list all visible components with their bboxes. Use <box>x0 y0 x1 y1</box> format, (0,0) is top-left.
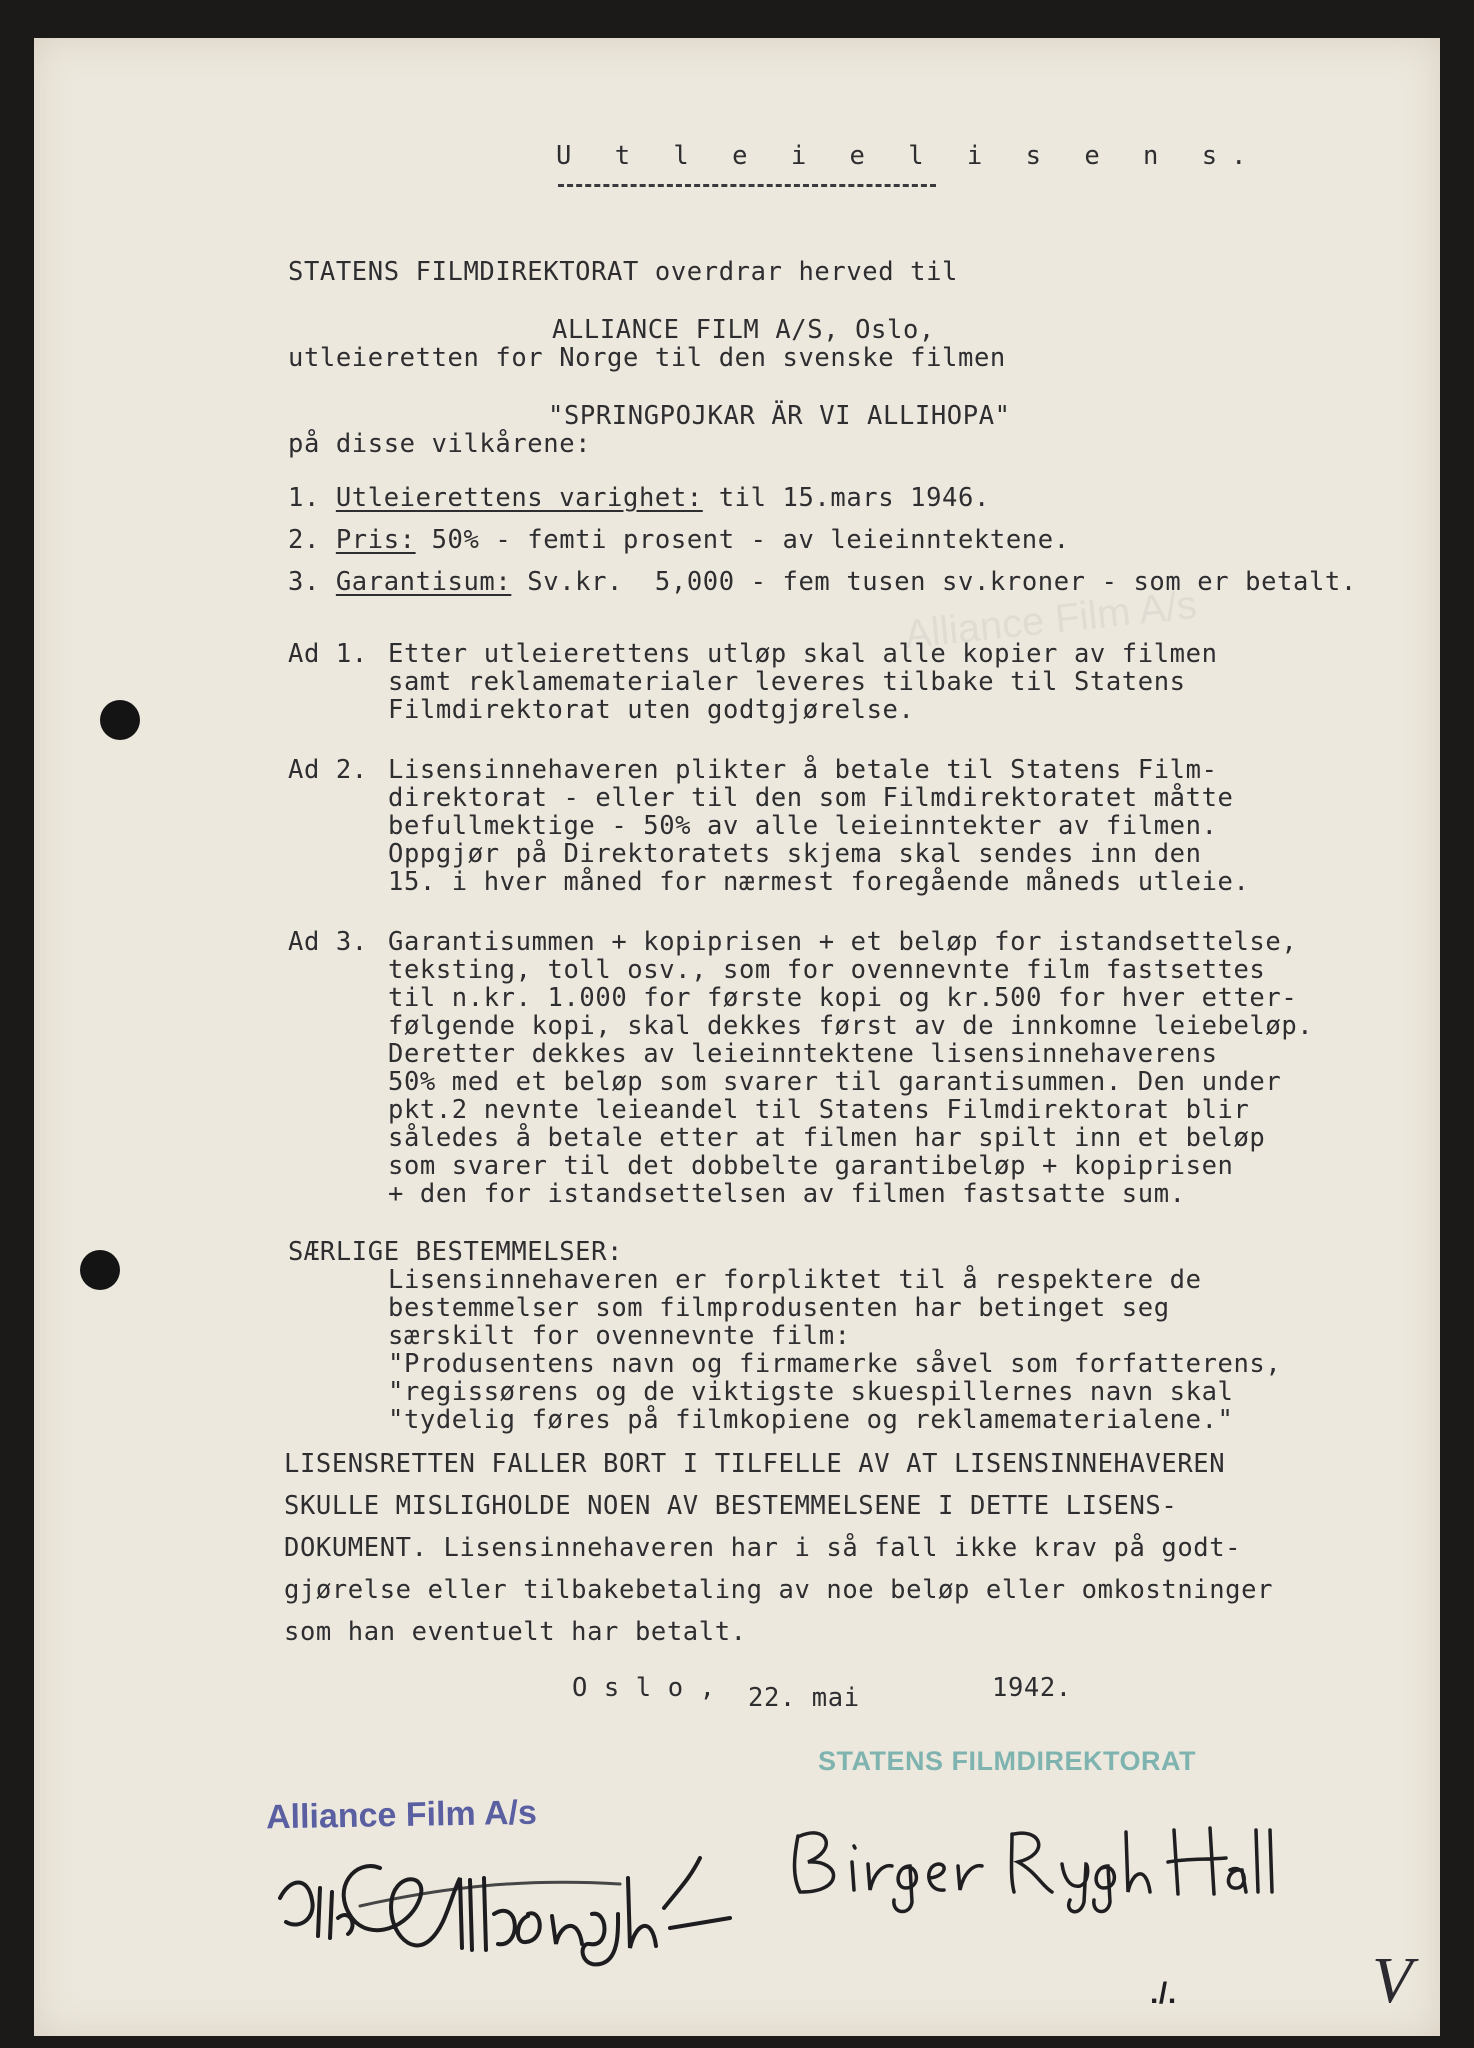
date: 22. mai <box>748 1683 860 1713</box>
corner-check-mark: V <box>1372 1944 1413 2017</box>
closing-line: LISENSRETTEN FALLER BORT I TILFELLE AV AT LISENSINNEHAVEREN <box>284 1449 1226 1479</box>
clause-2-line: befullmektige - 50% av alle leieinntekter av filmen. <box>388 811 1218 841</box>
title-rule <box>558 184 936 187</box>
place: O s l o , <box>572 1673 716 1703</box>
clause-3-line: som svarer til det dobbelte garantibeløp + kopiprisen <box>388 1151 1234 1181</box>
clause-2-line: 15. i hver måned for nærmest foregående måneds utleie. <box>388 867 1250 897</box>
clause-label-3: Ad 3. <box>288 927 368 957</box>
clause-2-line: Oppgjør på Direktoratets skjema skal sendes inn den <box>388 839 1202 869</box>
intro-line-4: på disse vilkårene: <box>288 429 592 459</box>
intro-line-3: utleieretten for Norge til den svenske filmen <box>288 343 1006 373</box>
stamp-statens-filmdirektorat: STATENS FILMDIREKTORAT <box>818 1746 1196 1776</box>
year: 1942. <box>992 1673 1072 1703</box>
signature-left <box>260 1818 820 1968</box>
clause-3-line: til n.kr. 1.000 for første kopi og kr.500 for hver etter- <box>388 983 1298 1013</box>
bleed-through-text: Alliance Film A/s <box>902 582 1199 658</box>
clause-2-line: direktorat - eller til den som Filmdirektoratet måtte <box>388 783 1234 813</box>
signature-right <box>780 1806 1280 1906</box>
special-line: Lisensinnehaveren er forpliktet til å respektere de <box>388 1265 1202 1295</box>
clause-label-2: Ad 2. <box>288 755 368 785</box>
film-title: "SPRINGPOJKAR ÄR VI ALLIHOPA" <box>548 401 1011 431</box>
clause-3-line: 50% med et beløp som svarer til garantisummen. Den under <box>388 1067 1282 1097</box>
clause-1-line: Filmdirektorat uten godtgjørelse. <box>388 695 915 725</box>
clause-3-line: pkt.2 nevnte leieandel til Statens Filmdirektorat blir <box>388 1095 1250 1125</box>
special-line: bestemmelser som filmprodusenten har betinget seg <box>388 1293 1170 1323</box>
punch-hole-bottom <box>80 1250 120 1290</box>
document-page <box>34 38 1440 2036</box>
closing-line: DOKUMENT. Lisensinnehaveren har i så fall ikke krav på godt- <box>284 1533 1242 1563</box>
special-line: "tydelig føres på filmkopiene og reklamematerialene." <box>388 1405 1234 1435</box>
clause-3-line: + den for istandsettelsen av filmen fastsatte sum. <box>388 1179 1186 1209</box>
clause-1-line: Etter utleierettens utløp skal alle kopier av filmen <box>388 639 1218 669</box>
term-3: 3. Garantisum: Sv.kr. 5,000 - fem tusen sv.kroner - som er betalt. <box>288 567 1357 597</box>
special-line: "regissørens og de viktigste skuespillernes navn skal <box>388 1377 1234 1407</box>
clause-1-line: samt reklamematerialer leveres tilbake til Statens <box>388 667 1186 697</box>
document-title: U t l e i e l i s e n s. <box>556 141 1261 171</box>
clause-3-line: Garantisummen + kopiprisen + et beløp for istandsettelse, <box>388 927 1298 957</box>
closing-line: SKULLE MISLIGHOLDE NOEN AV BESTEMMELSENE I DETTE LISENS- <box>284 1491 1178 1521</box>
clause-3-line: teksting, toll osv., som for ovennevnte film fastsettes <box>388 955 1266 985</box>
clause-3-line: således å betale etter at filmen har spilt inn et beløp <box>388 1123 1266 1153</box>
closing-line: som han eventuelt har betalt. <box>284 1617 747 1647</box>
clause-3-line: følgende kopi, skal dekkes først av de innkomne leiebeløp. <box>388 1011 1314 1041</box>
stamp-alliance-film: Alliance Film A/s <box>265 1793 538 1837</box>
continuation-mark: ./. <box>1150 1977 1177 2010</box>
special-line: "Produsentens navn og firmamerke såvel som forfatterens, <box>388 1349 1282 1379</box>
special-line: særskilt for ovennevnte film: <box>388 1321 851 1351</box>
clause-2-line: Lisensinnehaveren plikter å betale til Statens Film- <box>388 755 1218 785</box>
special-heading: SÆRLIGE BESTEMMELSER: <box>288 1237 623 1267</box>
intro-line-2: ALLIANCE FILM A/S, Oslo, <box>552 315 935 345</box>
clause-3-line: Deretter dekkes av leieinntektene lisensinnehaverens <box>388 1039 1218 1069</box>
clause-label-1: Ad 1. <box>288 639 368 669</box>
intro-line-1: STATENS FILMDIREKTORAT overdrar herved til <box>288 257 958 287</box>
punch-hole-top <box>100 700 140 740</box>
closing-line: gjørelse eller tilbakebetaling av noe beløp eller omkostninger <box>284 1575 1274 1605</box>
term-2: 2. Pris: 50% - femti prosent - av leieinntektene. <box>288 525 1070 555</box>
term-1: 1. Utleierettens varighet: til 15.mars 1946. <box>288 483 990 513</box>
